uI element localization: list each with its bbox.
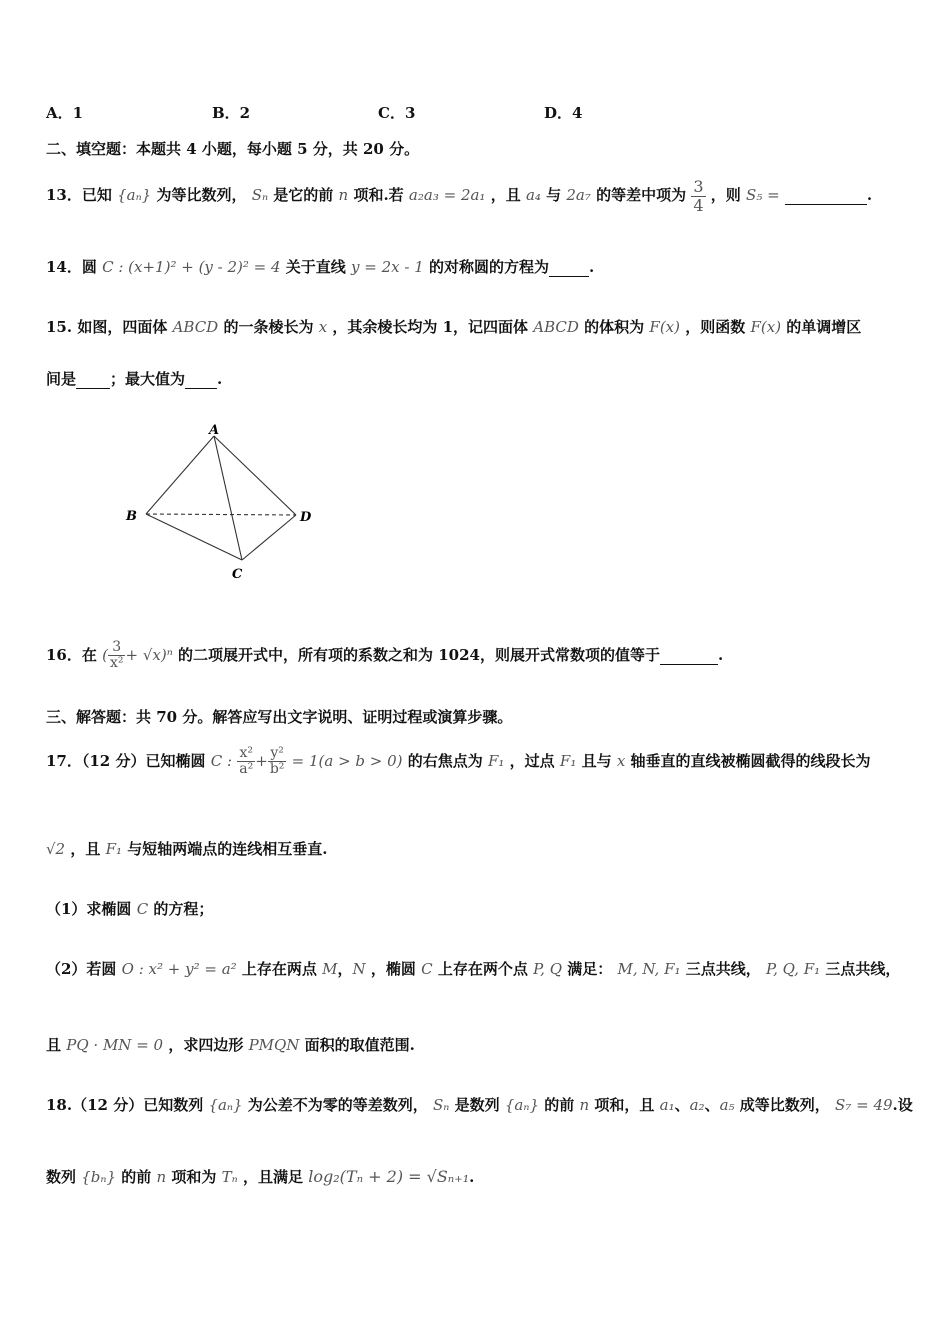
question-18: 18.（12 分）已知数列 {aₙ} 为公差不为零的等差数列， Sₙ 是数列 {aₙ} 的前 n 项和，且 a₁、a₂、a₅ 成等比数列， S₇ = 49.设 (46, 1096, 913, 1114)
fraction-x2-a2: $\frac{\text{x²}}{\text{a²}}$ (239, 745, 254, 778)
question-17: 17．（12 分）已知椭圆 C : $\frac{\text{x²}}{\text{a²}}$ + $\frac{\text{y²}}{\text{b²}}$ = 1(a > b > 0) 的右焦点为 F₁ ，过点 F₁ 且与 x 轴垂直的直线被椭圆截得的线段长为 (46, 745, 871, 778)
vertex-label-a: A (209, 423, 220, 438)
question-17-line-2: √2 ，且 F₁ 与短轴两端点的连线相互垂直. (46, 840, 328, 858)
answer-blank (549, 258, 589, 277)
section-3-heading: 三、解答题：共 70 分。解答应写出文字说明、证明过程或演算步骤。 (46, 708, 513, 726)
fraction-y2-b2: $\frac{\text{y²}}{\text{b²}}$ (269, 745, 285, 778)
option-a: A．1 (46, 104, 84, 122)
question-13: 13．已知 {aₙ} 为等比数列， Sₙ 是它的前 n 项和.若 a₂a₃ = 2a₁ ，且 a₄ 与 2a₇ 的等差中项为 $\frac{3}{4}$ ，则 S₅ = . (46, 177, 873, 215)
vertex-label-c: C (232, 567, 243, 582)
answer-blank (785, 186, 867, 205)
section-2-heading: 二、填空题：本题共 4 小题，每小题 5 分，共 20 分。 (46, 140, 420, 158)
tetrahedron-figure (120, 418, 330, 588)
edge-ab (146, 436, 214, 514)
edge-bd-hidden (146, 514, 296, 515)
edge-cd (242, 515, 296, 560)
option-b: B．2 (212, 104, 251, 122)
question-18-line-2: 数列 {bₙ} 的前 n 项和为 Tₙ ，且满足 log₂(Tₙ + 2) = √Sₙ₊₁. (46, 1167, 475, 1186)
answer-blank (185, 370, 217, 389)
answer-blank (660, 646, 718, 665)
edge-ad (214, 436, 296, 515)
question-17-part-2: （2）若圆 O : x² + y² = a² 上存在两点 M，N ，椭圆 C 上存在两个点 P, Q 满足： M, N, F₁ 三点共线， P, Q, F₁ 三点共线， (46, 960, 901, 978)
seq-a-n: {aₙ} (117, 186, 152, 205)
fraction-3-4: $\frac{3}{4}$ (693, 177, 704, 215)
question-16: 16．在 ( $\frac{3}{\text{x²}}$ + √x)ⁿ 的二项展开式中，所有项的系数之和为 1024，则展开式常数项的值等于 . (46, 639, 724, 672)
fraction-3-over-x2: $\frac{3}{\text{x²}}$ (109, 639, 124, 672)
edge-ac (214, 436, 242, 560)
question-14: 14．圆 C : (x+1)² + (y - 2)² = 4 关于直线 y = 2x - 1 的对称圆的方程为 . (46, 258, 595, 276)
answer-blank (76, 370, 110, 389)
vertex-label-b: B (126, 509, 137, 524)
edge-bc (146, 514, 242, 560)
option-d: D．4 (544, 104, 583, 122)
question-15-line-2: 间是 ；最大值为 . (46, 370, 223, 388)
question-17-part-2-line-2: 且 PQ · MN = 0 ，求四边形 PMQN 面积的取值范围. (46, 1036, 415, 1054)
question-17-part-1: （1）求椭圆 C 的方程； (46, 900, 214, 918)
question-15: 15. 如图，四面体 ABCD 的一条棱长为 x ，其余棱长均为 1，记四面体 ABCD 的体积为 F(x) ，则函数 F(x) 的单调增区 (46, 318, 862, 336)
option-c: C．3 (378, 104, 416, 122)
vertex-label-d: D (300, 510, 312, 525)
